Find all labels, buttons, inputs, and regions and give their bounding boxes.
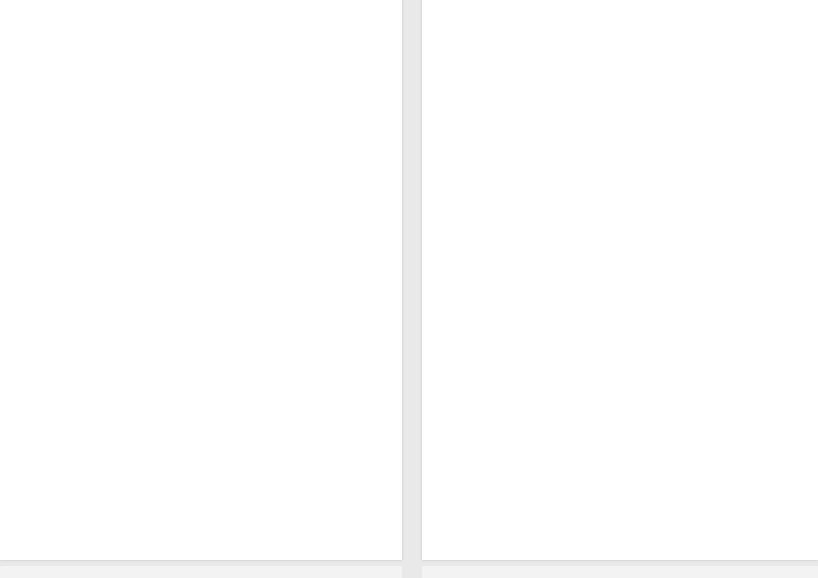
- page-1-content: [53, 0, 365, 50]
- document-page-1: [0, 0, 402, 560]
- page-2-content: [468, 42, 786, 46]
- next-page-edge-left: [0, 566, 402, 578]
- document-page-2: [422, 0, 818, 560]
- next-page-edge-right: [422, 566, 818, 578]
